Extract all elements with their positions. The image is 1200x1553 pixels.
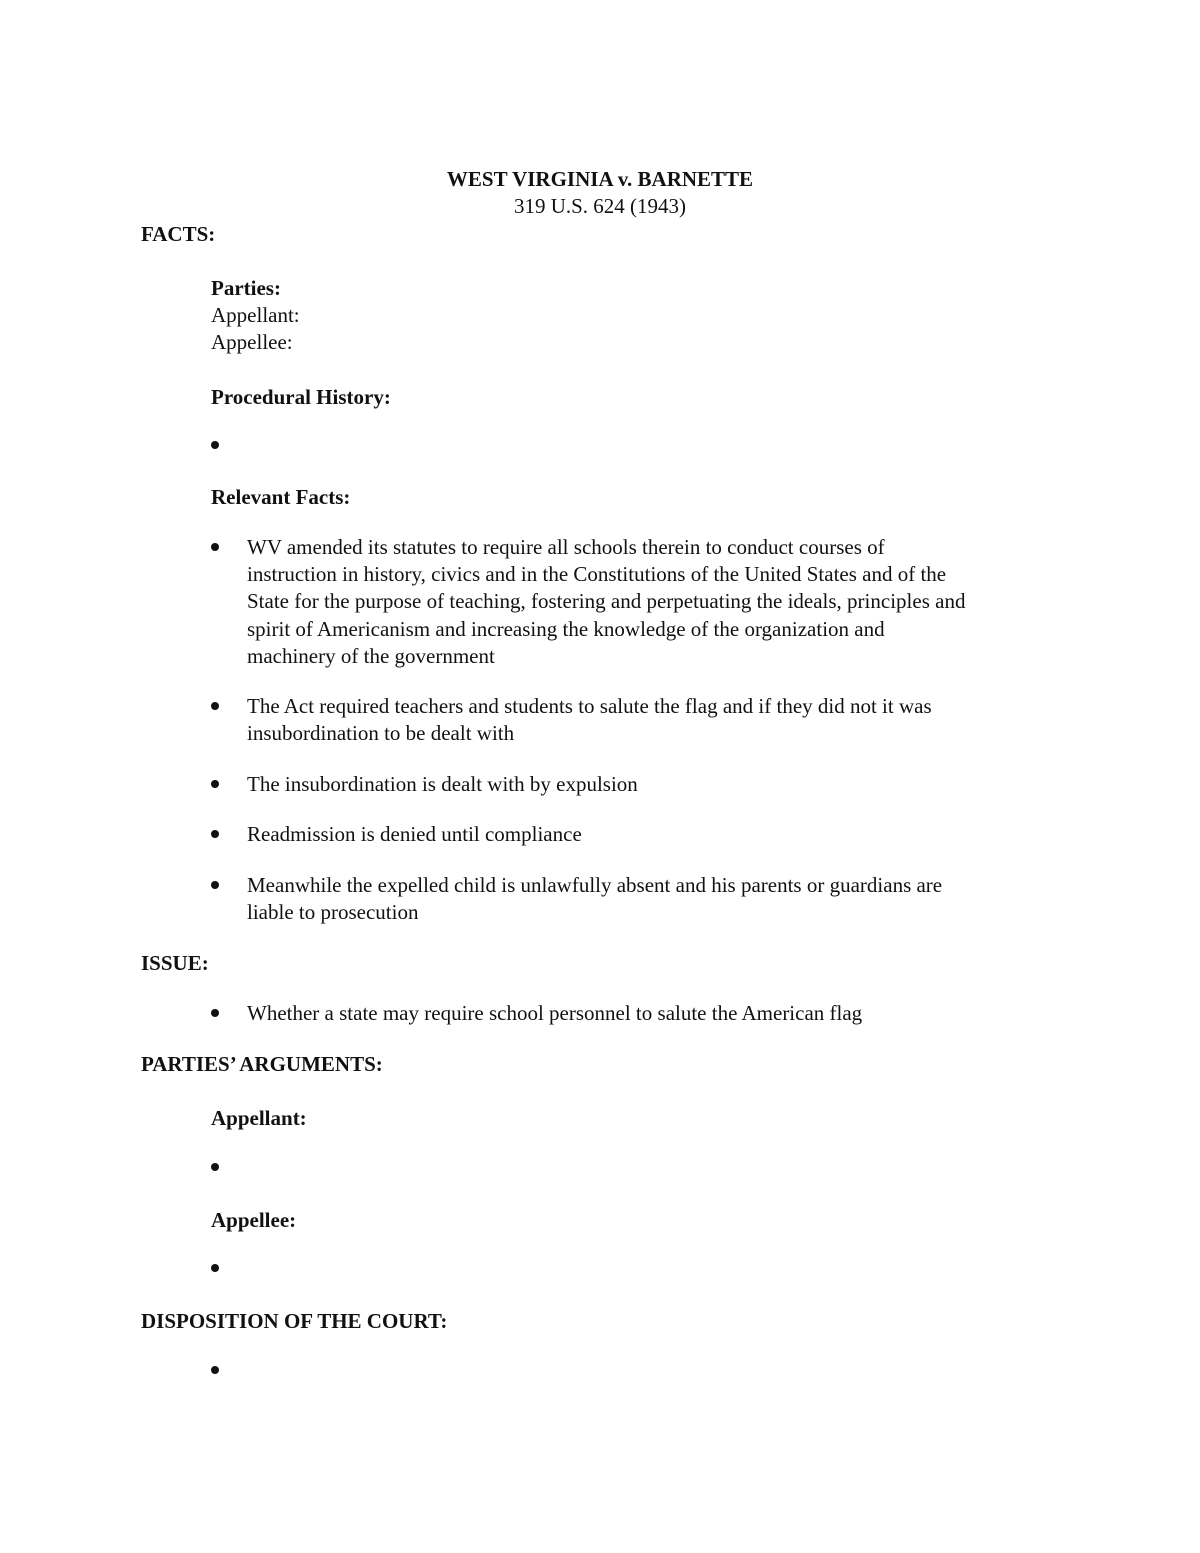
bullet-icon [211, 830, 219, 838]
case-title: WEST VIRGINIA v. BARNETTE [446, 167, 754, 191]
relevant-facts-heading: Relevant Facts: [211, 485, 351, 509]
fact-line: instruction in history, civics and in the Constitutions of the United States and of the [247, 562, 947, 586]
fact-line: Meanwhile the expelled child is unlawfully absent and his parents or guardians are [247, 873, 943, 897]
disposition-heading: DISPOSITION OF THE COURT: [141, 1309, 448, 1333]
bullet-icon [211, 1163, 219, 1171]
fact-line: spirit of Americanism and increasing the knowledge of the organization and [247, 617, 885, 641]
bullet-icon [211, 881, 219, 889]
issue-heading: ISSUE: [141, 951, 209, 975]
bullet-icon [211, 780, 219, 788]
bullet-icon [211, 1264, 219, 1272]
facts-heading: FACTS: [141, 222, 216, 246]
fact-line: insubordination to be dealt with [247, 721, 515, 745]
fact-line: The insubordination is dealt with by expulsion [247, 772, 638, 796]
bullet-icon [211, 702, 219, 710]
fact-line: WV amended its statutes to require all schools therein to conduct courses of [247, 535, 885, 559]
arguments-heading: PARTIES’ ARGUMENTS: [141, 1052, 383, 1076]
parties-appellant-label: Appellant: [211, 303, 300, 327]
issue-item: Whether a state may require school personnel to salute the American flag [247, 1001, 863, 1025]
procedural-history-heading: Procedural History: [211, 385, 391, 409]
bullet-icon [211, 1009, 219, 1017]
arguments-appellant-heading: Appellant: [211, 1106, 307, 1130]
arguments-appellee-heading: Appellee: [211, 1208, 297, 1232]
bullet-icon [211, 543, 219, 551]
case-citation: 319 U.S. 624 (1943) [513, 194, 687, 218]
fact-line: machinery of the government [247, 644, 495, 668]
parties-appellee-label: Appellee: [211, 330, 293, 354]
fact-line: Readmission is denied until compliance [247, 822, 582, 846]
parties-heading: Parties: [211, 276, 281, 300]
fact-line: liable to prosecution [247, 900, 419, 924]
fact-line: The Act required teachers and students to salute the flag and if they did not it was [247, 694, 932, 718]
fact-line: State for the purpose of teaching, fostering and perpetuating the ideals, principles and [247, 589, 966, 613]
bullet-icon [211, 1366, 219, 1374]
bullet-icon [211, 441, 219, 449]
